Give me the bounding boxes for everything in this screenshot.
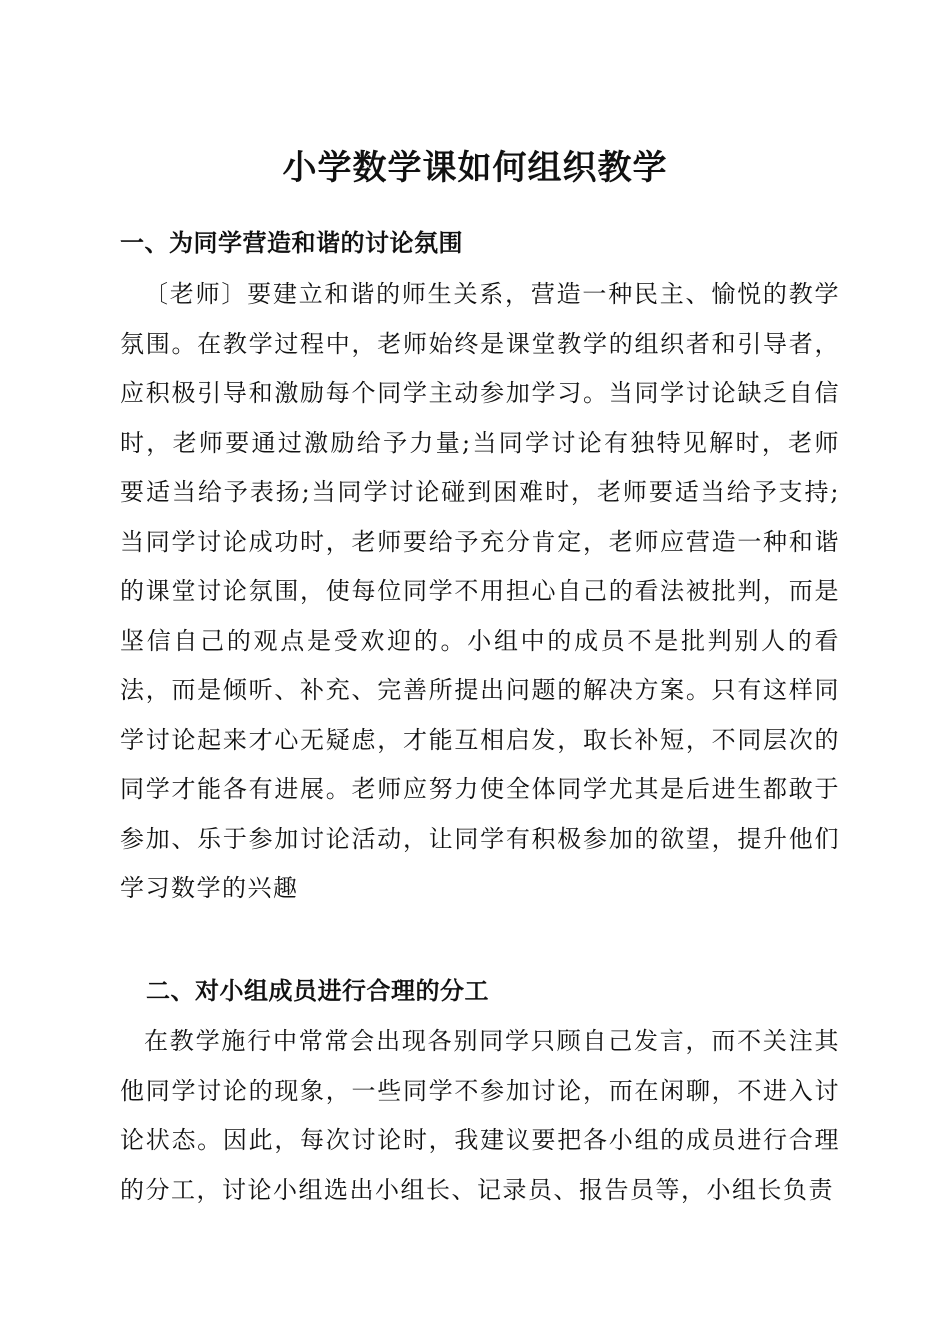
section-1-paragraph: 〔老师〕要建立和谐的师生关系，营造一种民主、愉悦的教学氛围。在教学过程中，老师始终是课堂教学的组织者和引导者，应积极引导和激励每个同学主动参加学习。当同学讨论缺乏自信时，老师要通过激励给予力量;当同学讨论有独特见解时，老师要适当给予表扬;当同学讨论碰到困难时，老师要适当给予支持;当同学讨论成功时，老师要给予充分肯定，老师应营造一种和谐的课堂讨论氛围，使每位同学不用担心自己的看法被批判，而是坚信自己的观点是受欢迎的。小组中的成员不是批判别人的看法，而是倾听、补充、完善所提出问题的解决方案。只有这样同学讨论起来才心无疑虑，才能互相启发，取长补短，不同层次的同学才能各有进展。老师应努力使全体同学尤其是后进生都敢于参加、乐于参加讨论活动，让同学有积极参加的欲望，提升他们学习数学的兴趣 <box>120 280 840 902</box>
section-2-paragraph: 在教学施行中常常会出现各别同学只顾自己发言，而不关注其他同学讨论的现象，一些同学不参加讨论，而在闲聊，不进入讨论状态。因此，每次讨论时，我建议要把各小组的成员进行合理的分工，讨论小组选出小组长、记录员、报告员等，小组长负责 <box>120 1027 840 1204</box>
document-title: 小学数学课如何组织教学 <box>282 148 668 188</box>
section-1-heading: 一、为同学营造和谐的讨论氛围 <box>120 228 463 257</box>
section-2-heading: 二、对小组成员进行合理的分工 <box>146 976 489 1005</box>
